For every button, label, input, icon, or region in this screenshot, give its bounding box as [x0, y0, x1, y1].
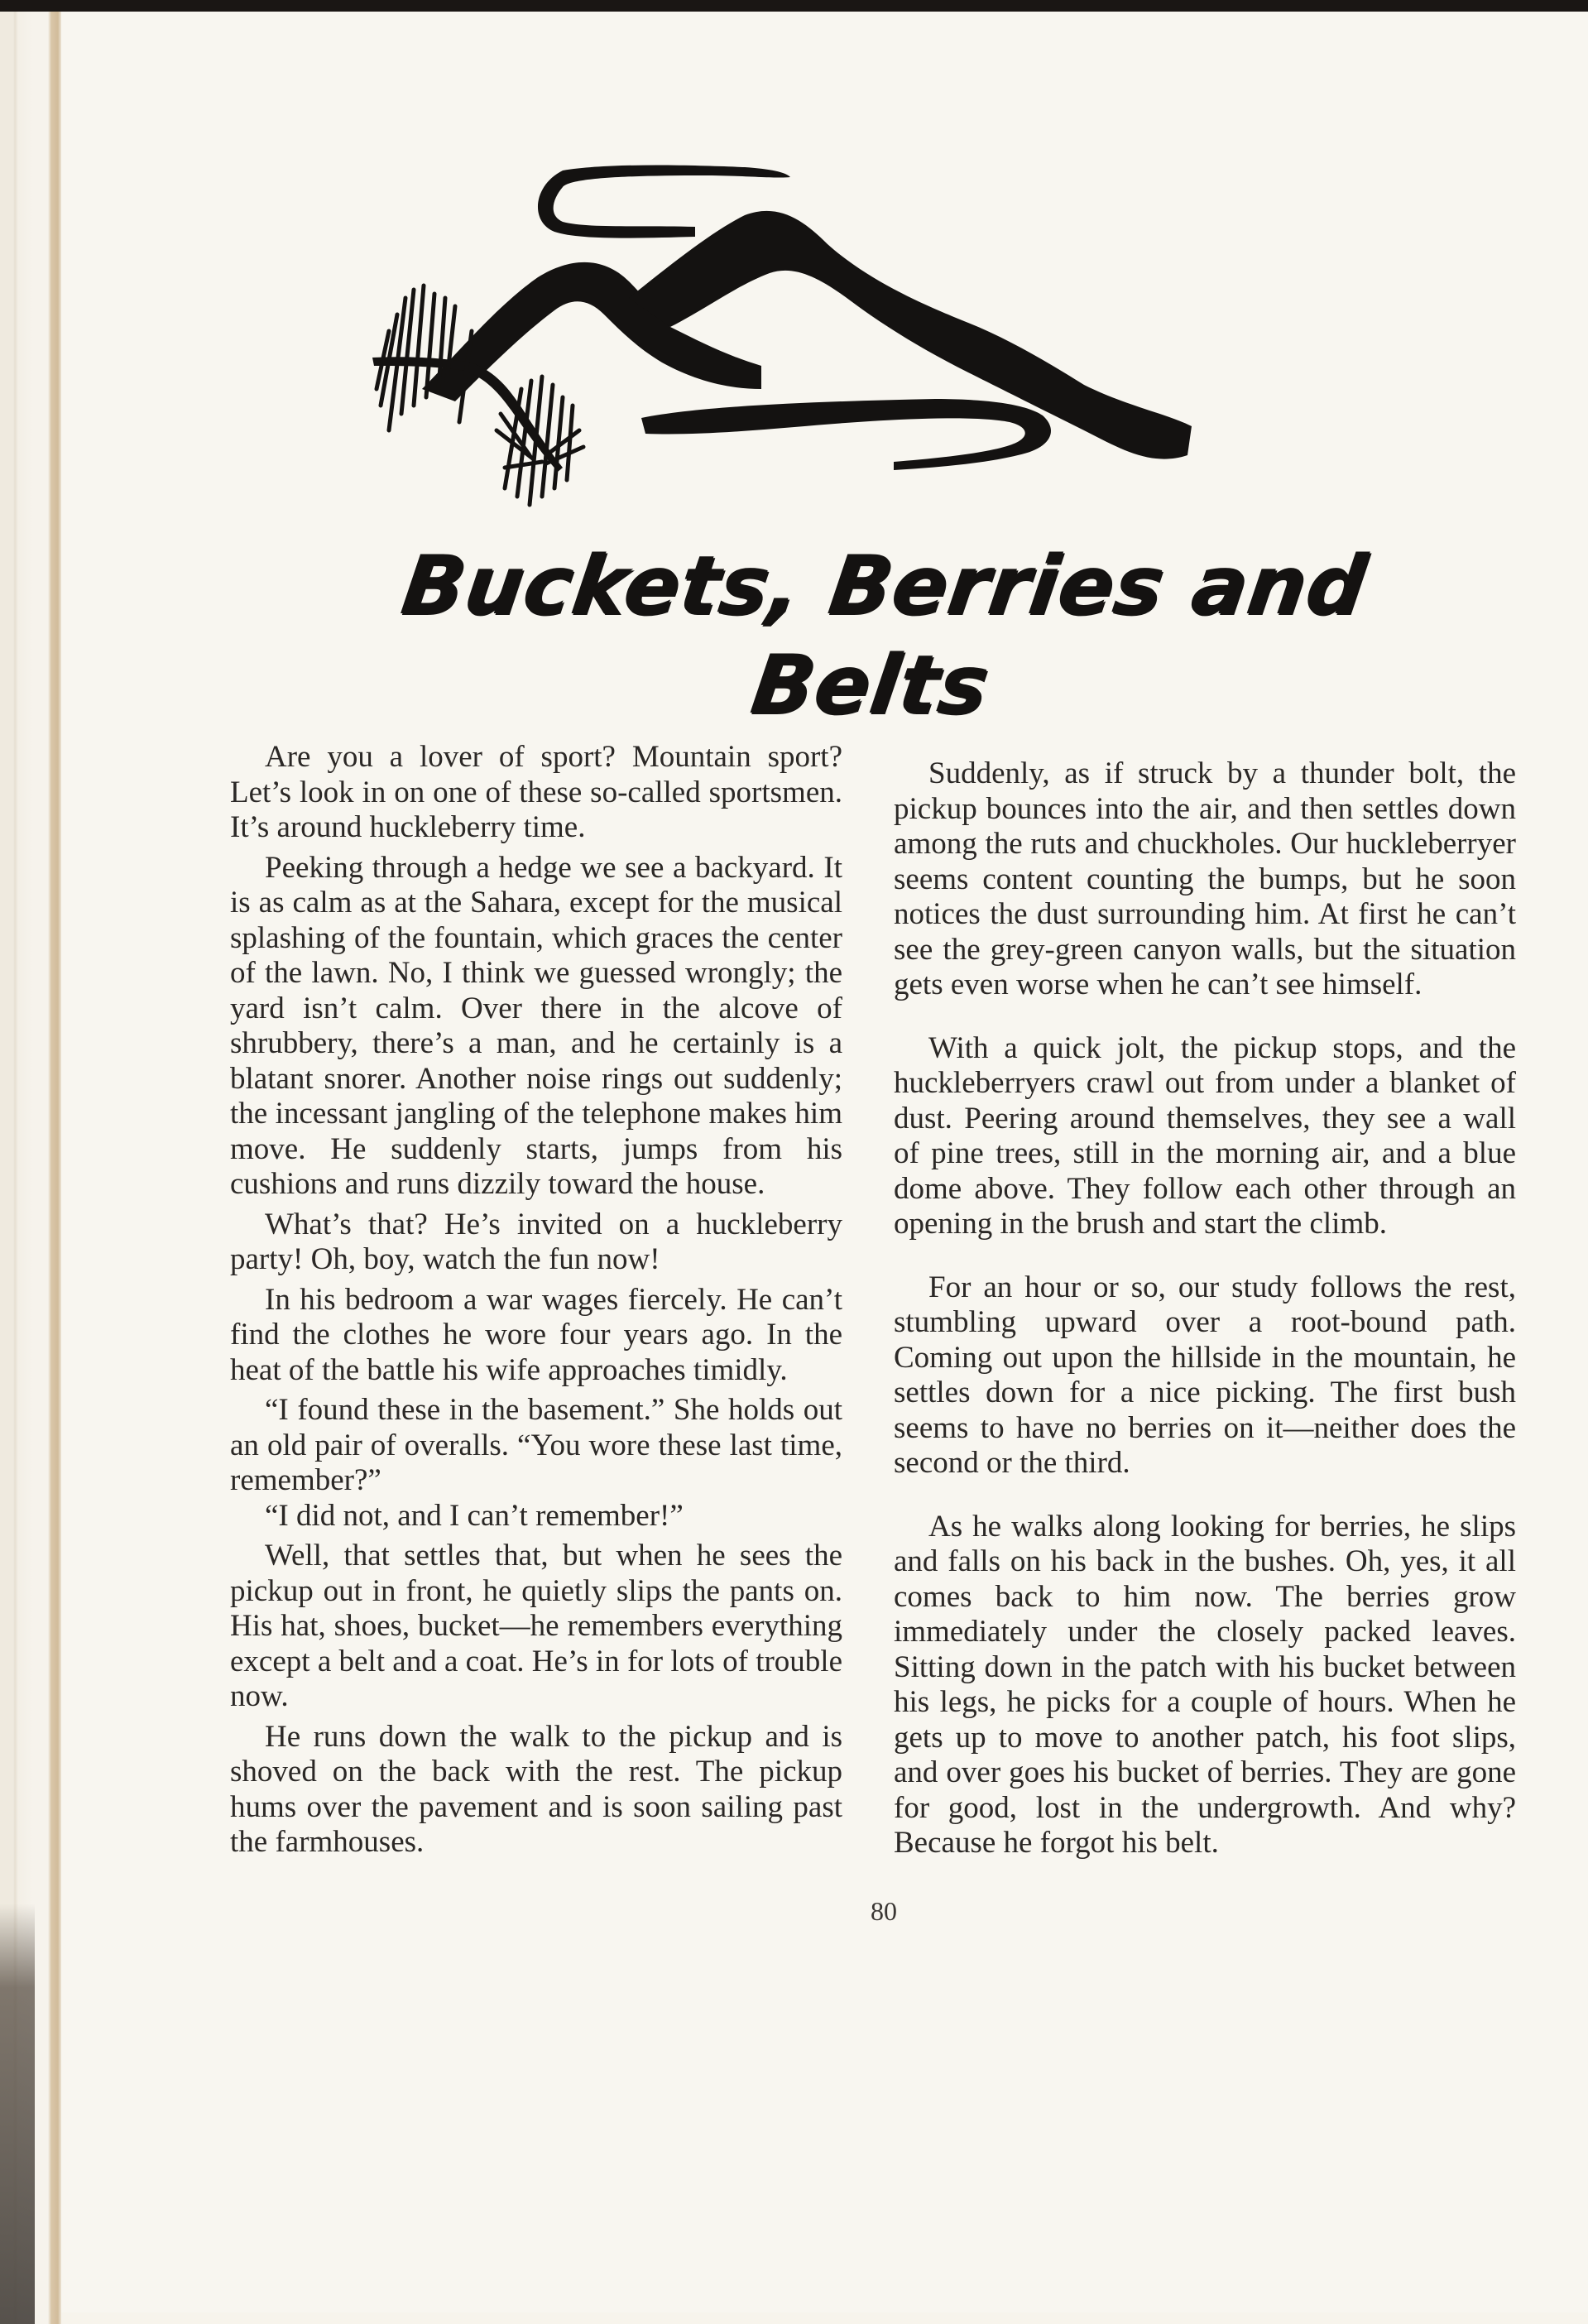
paragraph: As he walks along looking for berries, he slips and falls on his back in the bushes. Oh, yes, it all comes back to him now. The berries grow immediately under the closely packed leaves. Sitting down in the patch with his bucket between his legs, he picks for a couple of hours. When he gets up to move to another patch, his foot slips, and over goes his bucket of berries. They are gone for good, lost in the undergrowth. And why? Because he forgot his belt. — [894, 1509, 1516, 1860]
page-content — [61, 12, 1588, 2043]
cloud-stroke-bottom-icon — [641, 399, 1051, 470]
paragraph: What’s that? He’s invited on a huckleberry party! Oh, boy, watch the fun now! — [230, 1207, 842, 1276]
pine-needles-icon — [377, 286, 583, 505]
scan-top-edge — [0, 0, 1588, 12]
article-title: Buckets, Berries and Belts — [396, 539, 1373, 732]
paragraph: “I found these in the basement.” She holds out an old pair of overalls. “You wore these last time, remember?” — [230, 1393, 842, 1497]
magazine-page — [61, 0, 1588, 2312]
paragraph: Are you a lover of sport? Mountain sport? Let’s look in on one of these so-called sportsmen. It’s around huckleberry time. — [230, 740, 842, 844]
paragraph: Peeking through a hedge we see a backyard. It is as calm as at the Sahara, except for the musical splashing of the fountain, which graces the center of the lawn. No, I think we guessed wrongly; the yard isn’t calm. Over there in the alcove of shrubbery, there’s a man, and he certainly is a blatant snorer. Another noise rings out suddenly; the incessant jangling of the telephone makes him move. He suddenly starts, jumps from his cushions and runs dizzily toward the house. — [230, 850, 842, 1201]
paragraph: Suddenly, as if struck by a thunder bolt, the pickup bounces into the air, and then settles down among the ruts and chuckholes. Our huckleberryer seems content counting the bumps, but he soon notices the dust surrounding him. At first he can’t see the grey-green canyon walls, but the situation gets even worse when he can’t see himself. — [894, 756, 1516, 1001]
article-body — [230, 740, 1588, 1861]
binding-shadow — [0, 1904, 35, 2324]
paragraph: Well, that settles that, but when he sees the pickup out in front, he quietly slips the pants on. His hat, shoes, bucket—he remembers everything except a belt and a coat. He’s in for lots of trouble now. — [230, 1539, 842, 1713]
mountain-landscape-icon — [356, 141, 1398, 521]
page-number: 80 — [871, 1895, 897, 1926]
paragraph: He runs down the walk to the pickup and is shoved on the back with the rest. The pickup hums over the pavement and is soon sailing past the farmhouses. — [230, 1719, 842, 1859]
paragraph: “I did not, and I can’t remember!” — [265, 1498, 684, 1533]
paragraph: For an hour or so, our study follows the rest, stumbling upward over a root-bound path. Coming out upon the hillside in the mountain, he settles down for a nice picking. The first bush seems to have no berries on it—neither does the second or the third. — [894, 1270, 1516, 1480]
paragraph: With a quick jolt, the pickup stops, and the huckleberryers crawl out from under a blanket of dust. Peering around themselves, they see a wall of pine trees, still in the morning air, and a blue dome above. They follow each other through an opening in the brush and start the climb. — [894, 1030, 1516, 1241]
article-column-left — [230, 740, 842, 1861]
paragraph: In his bedroom a war wages fiercely. He can’t find the clothes he wore four years ago. In the heat of the battle his wife approaches timidly. — [230, 1282, 842, 1387]
article-column-right — [894, 740, 1516, 1861]
